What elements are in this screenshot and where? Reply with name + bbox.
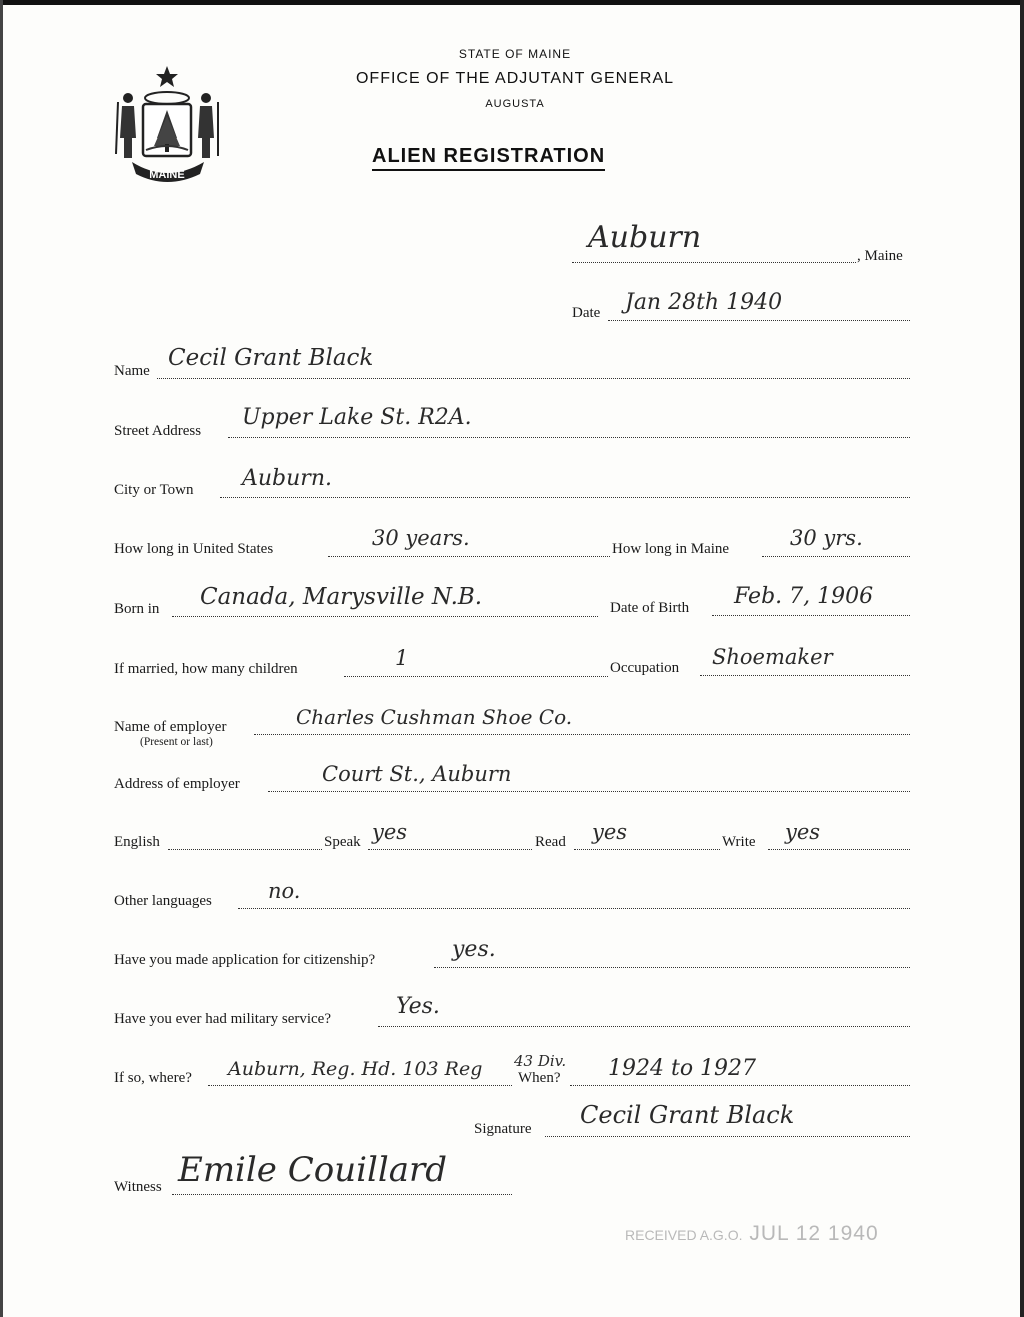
where-line — [208, 1085, 512, 1086]
seal-banner-text: MAINE — [149, 169, 185, 181]
header-office: OFFICE OF THE ADJUTANT GENERAL — [355, 70, 675, 87]
city-value: Auburn. — [242, 466, 332, 491]
other-languages-label: Other languages — [114, 893, 212, 909]
other-languages-line — [238, 908, 910, 909]
date-of-birth-label: Date of Birth — [610, 600, 690, 616]
speak-line — [368, 849, 532, 850]
witness-line — [172, 1194, 512, 1195]
witness-label: Witness — [114, 1179, 162, 1195]
citizenship-label: Have you made application for citizenship? — [114, 952, 376, 968]
read-value: yes — [592, 820, 628, 844]
occupation-value: Shoemaker — [712, 645, 833, 669]
when-line — [570, 1085, 910, 1086]
city-line — [220, 497, 910, 498]
witness-signature: Emile Couillard — [178, 1150, 448, 1190]
years-us-value: 30 years. — [372, 526, 470, 550]
born-in-line — [172, 616, 598, 617]
city-label: City or Town — [114, 482, 194, 498]
where-value: Auburn, Reg. Hd. 103 Reg — [228, 1058, 483, 1080]
children-line — [344, 676, 608, 677]
date-label: Date — [572, 305, 601, 321]
write-line — [768, 849, 910, 850]
employer-name-line — [254, 734, 910, 735]
speak-label: Speak — [324, 834, 361, 850]
signature-value: Cecil Grant Black — [580, 1101, 795, 1129]
speak-value: yes — [372, 820, 408, 844]
occupation-label: Occupation — [610, 660, 680, 676]
years-maine-value: 30 yrs. — [790, 526, 863, 550]
where-label: If so, where? — [114, 1070, 192, 1086]
signature-line — [545, 1136, 910, 1137]
years-us-label: How long in United States — [114, 541, 274, 557]
received-stamp-date: JUL 12 1940 — [749, 1222, 879, 1245]
years-maine-label: How long in Maine — [612, 541, 730, 557]
write-value: yes — [785, 820, 821, 844]
born-in-value: Canada, Marysville N.B. — [200, 584, 483, 610]
date-line — [608, 320, 910, 321]
children-label: If married, how many children — [114, 661, 298, 677]
form-title: ALIEN REGISTRATION — [372, 145, 605, 171]
employer-address-line — [268, 791, 910, 792]
write-label: Write — [722, 834, 756, 850]
born-in-label: Born in — [114, 601, 160, 617]
citizenship-line — [434, 967, 910, 968]
occupation-line — [700, 675, 910, 676]
name-value: Cecil Grant Black — [168, 345, 374, 371]
employer-address-value: Court St., Auburn — [322, 762, 512, 786]
english-line — [168, 849, 322, 850]
read-line — [574, 849, 720, 850]
other-languages-value: no. — [268, 879, 301, 903]
place-suffix-label: , Maine — [857, 248, 903, 264]
name-line — [157, 378, 910, 379]
military-service-label: Have you ever had military service? — [114, 1011, 331, 1027]
read-label: Read — [535, 834, 566, 850]
header-city: AUGUSTA — [485, 98, 545, 110]
english-label: English — [114, 834, 160, 850]
when-label: When? — [518, 1070, 561, 1086]
page-frame-right — [1020, 0, 1024, 1317]
place-value: Auburn — [588, 220, 702, 255]
received-stamp — [625, 1222, 879, 1246]
where-division-value: 43 Div. — [514, 1052, 567, 1070]
military-service-line — [378, 1026, 910, 1027]
page-frame-top — [0, 0, 1024, 5]
citizenship-value: yes. — [452, 937, 496, 962]
header-state: STATE OF MAINE — [458, 47, 572, 61]
military-service-value: Yes. — [396, 994, 440, 1019]
received-stamp-prefix: RECEIVED A.G.O. — [625, 1227, 743, 1243]
street-address-line — [228, 437, 910, 438]
date-value: Jan 28th 1940 — [625, 290, 783, 315]
state-seal-icon — [110, 58, 225, 188]
employer-name-label: Name of employer — [114, 719, 227, 735]
street-address-label: Street Address — [114, 423, 202, 439]
employer-address-label: Address of employer — [114, 776, 240, 792]
signature-label: Signature — [474, 1121, 532, 1137]
date-of-birth-line — [712, 615, 910, 616]
years-us-line — [328, 556, 610, 557]
street-address-value: Upper Lake St. R2A. — [242, 405, 472, 430]
employer-name-value: Charles Cushman Shoe Co. — [296, 705, 573, 729]
when-value: 1924 to 1927 — [608, 1056, 757, 1081]
page-frame-left — [0, 0, 3, 1317]
years-maine-line — [762, 556, 910, 557]
children-value: 1 — [395, 646, 409, 670]
place-line — [572, 262, 856, 263]
name-label: Name — [114, 363, 150, 379]
employer-name-sublabel: (Present or last) — [140, 736, 213, 748]
date-of-birth-value: Feb. 7, 1906 — [734, 584, 874, 609]
